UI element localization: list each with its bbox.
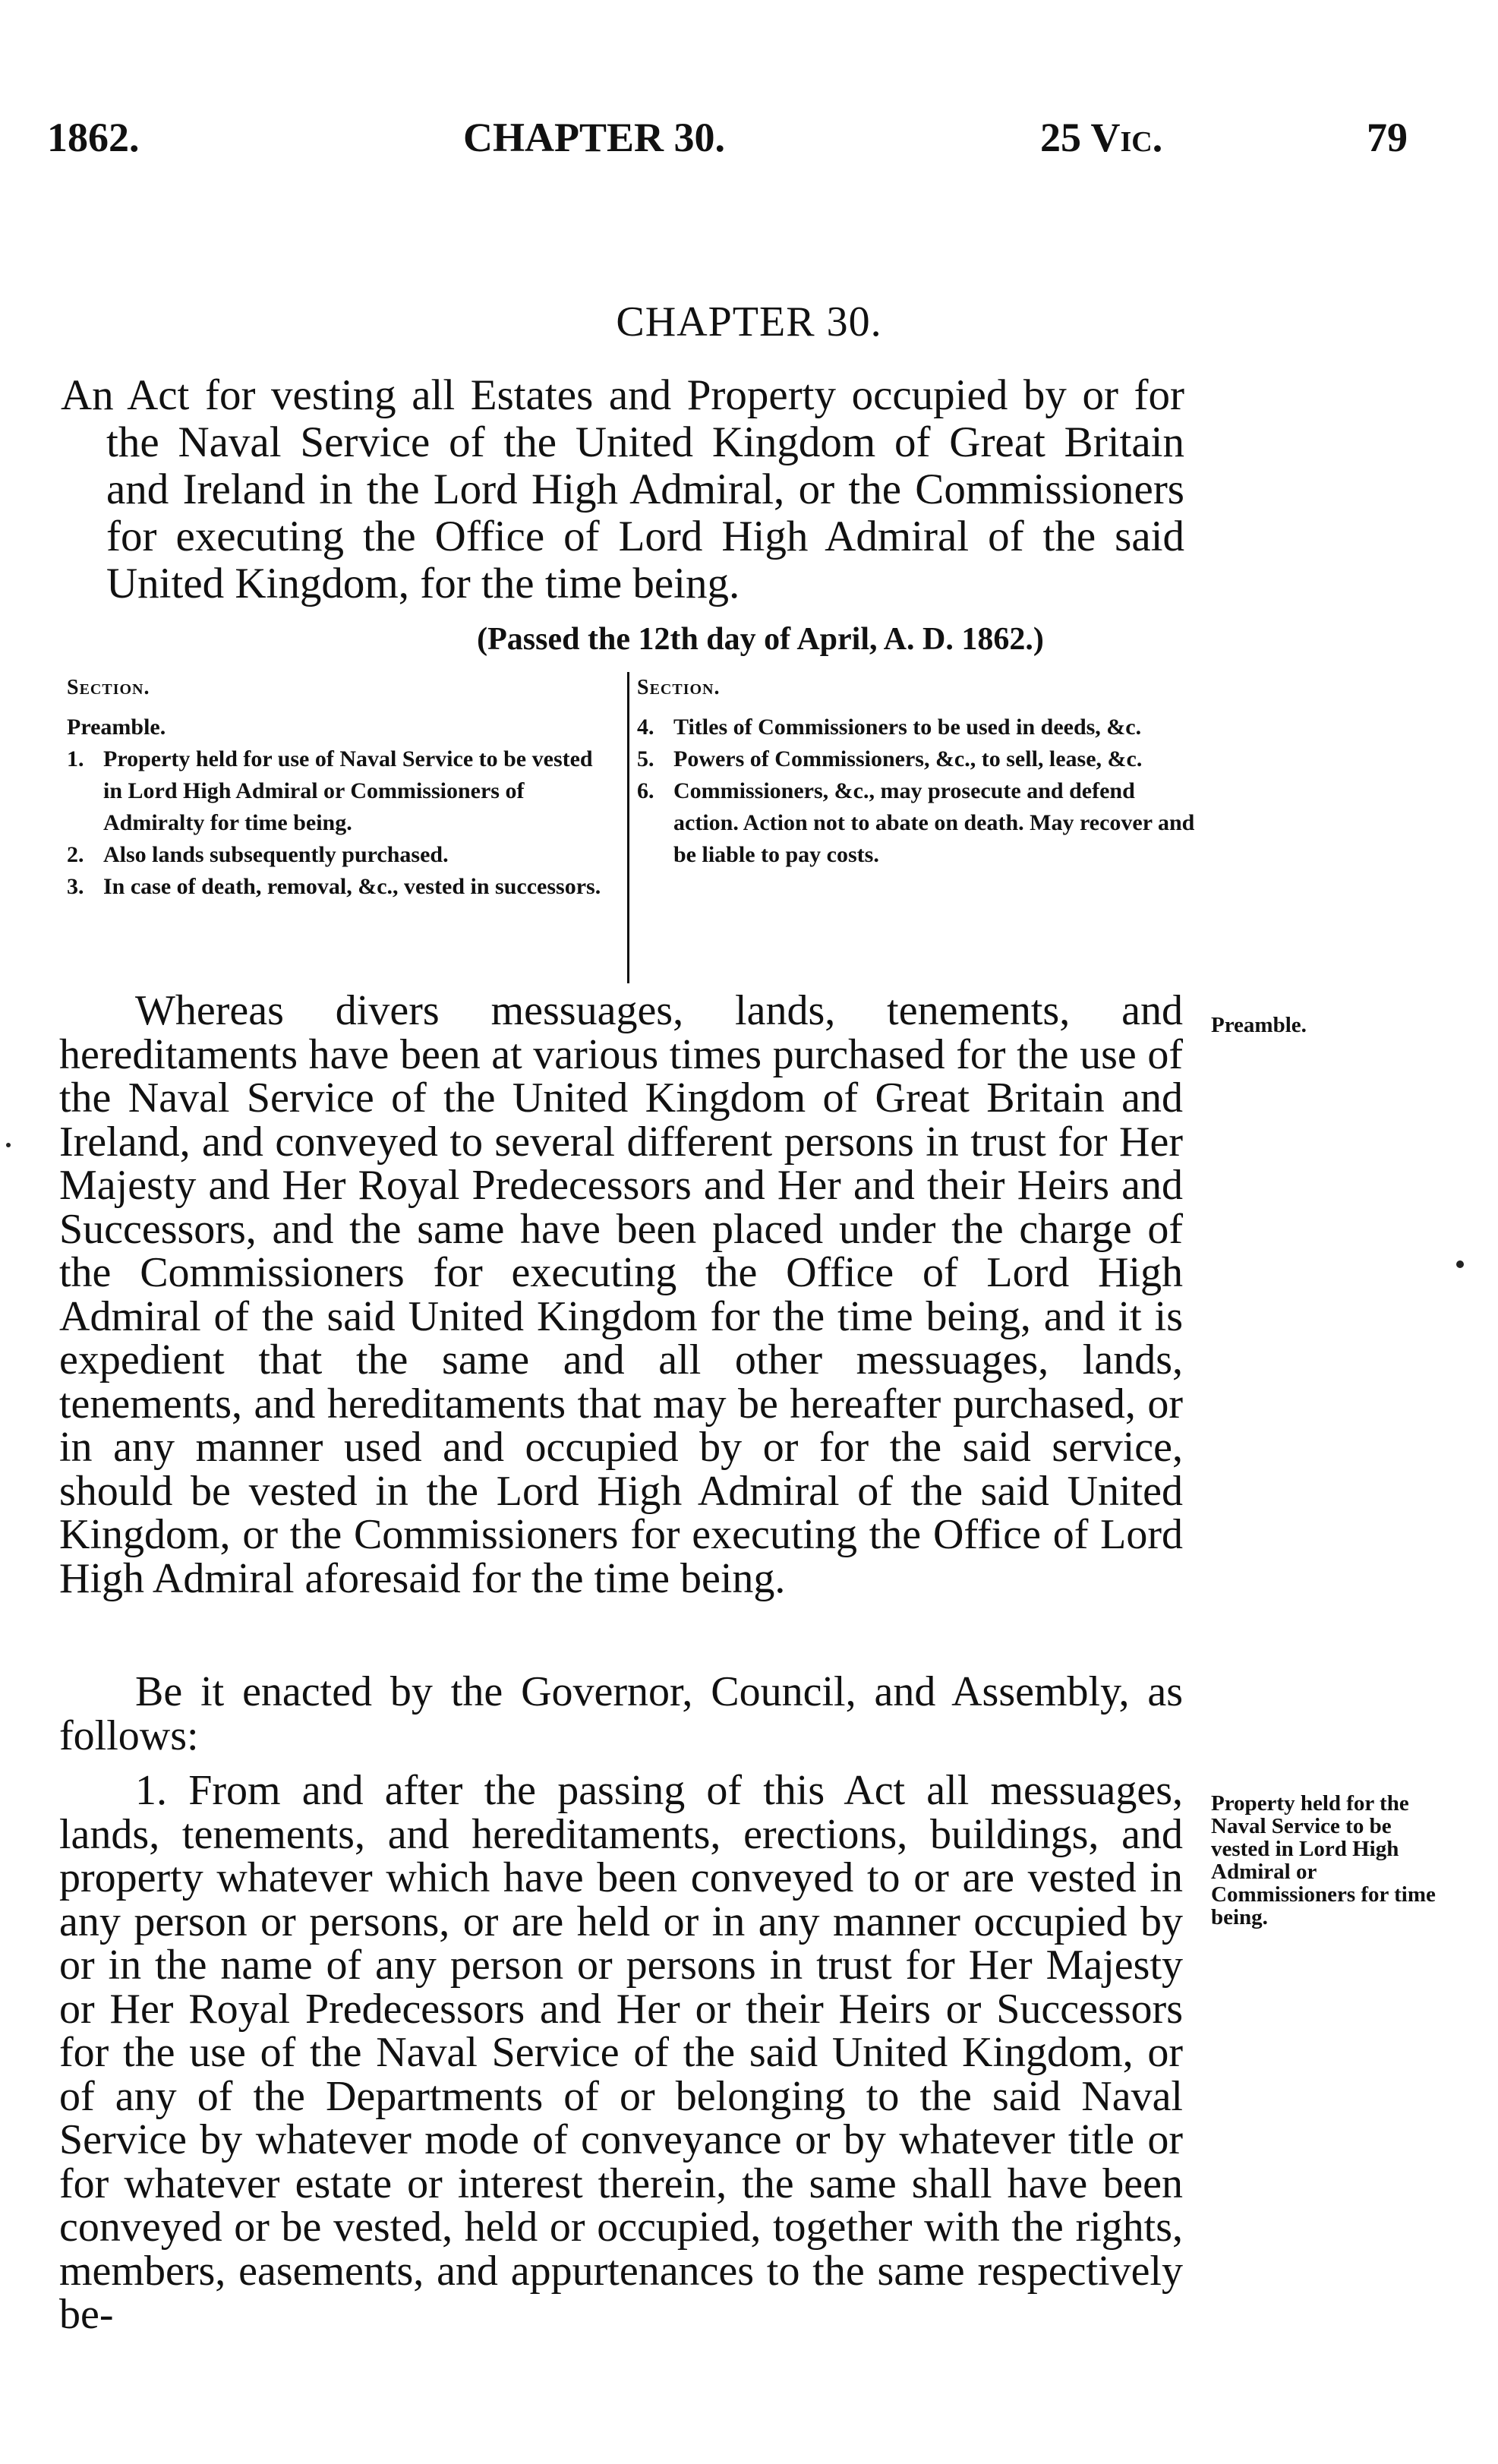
toc-entry-number: 6. (637, 778, 654, 803)
toc-entry (637, 711, 1197, 743)
margin-note-preamble: Preamble. (1211, 1013, 1307, 1037)
toc-entry-text: Property held for use of Naval Service to be vested in Lord High Admiral or Commissioners of Admiralty for time being. (103, 746, 593, 835)
toc-entry-text: Commissioners, &c., may prosecute and defend action. Action not to abate on death. May recover and be liable to pay costs. (673, 778, 1195, 867)
section-1-paragraph: 1. From and after the passing of this Act all messuages, lands, tenements, and hereditaments, erections, buildings, and property whatever which have been conveyed to or are vested in any person or persons, or are held or in any manner occupied by or in the name of any person or persons in trust for Her Majesty or Her Royal Predecessors and Her or their Heirs or Successors for the use of the Naval Service of the said United Kingdom, or of any of the Departments of or belonging to the said Naval Service by whatever mode of conveyance or by whatever title or for whatever estate or interest therein, the same shall have been conveyed or be vested, held or occupied, together with the rights, members, easements, and appurtenances to the same respectively be- (59, 1767, 1183, 2338)
header-year: 1862. (47, 115, 140, 160)
toc-entry-number: 2. (67, 842, 84, 867)
long-title-text: An Act for vesting all Estates and Property occupied by or for the Naval Service of the United Kingdom of Great Britain and Ireland in the Lord High Admiral, or the Commissioners for executing the Office of Lord High Admiral of the said United Kingdom, for the time being. (61, 371, 1184, 607)
margin-note-section-1: Property held for the Naval Service to be vested in Lord High Admiral or Commissioners for time being. (1211, 1791, 1436, 1929)
toc-entry (67, 743, 613, 839)
section-heading-right: Section. (637, 676, 721, 699)
passed-date: (Passed the 12th day of April, A. D. 1862.) (477, 622, 1044, 657)
toc-entry (67, 871, 613, 903)
act-long-title (61, 372, 1184, 607)
page-number: 79 (1367, 115, 1408, 160)
toc-entry (637, 743, 1197, 775)
header-chapter: CHAPTER 30. (463, 115, 726, 160)
toc-entry (637, 775, 1197, 871)
toc-entry-text: Also lands subsequently purchased. (103, 842, 449, 867)
toc-entry-number: 5. (637, 746, 654, 771)
toc-entry-text: Powers of Commissioners, &c., to sell, lease, &c. (673, 746, 1143, 771)
scan-speck (1456, 1260, 1464, 1268)
section-index-left (67, 672, 613, 903)
preamble-paragraph: Whereas divers messuages, lands, tenements, and hereditaments have been at various times purchased for the use of the Naval Service of the United Kingdom of Great Britain and Ireland, and conveyed to several different persons in trust for Her Majesty and Her Royal Predecessors and Her and their Heirs and Successors, and the same have been placed under the charge of the Commissioners for executing the Office of Lord High Admiral of the said United Kingdom for the time being, and it is expedient that the same and all other messuages, lands, tenements, and hereditaments that may be hereafter purchased, or in any manner used and occupied by or for the said service, should be vested in the Lord High Admiral of the said United Kingdom, or the Commissioners for executing the Office of Lord High Admiral aforesaid for the time being. (59, 987, 1183, 1602)
toc-entry-number: 1. (67, 746, 84, 771)
section-heading-left: Section. (67, 676, 150, 699)
running-header (0, 114, 1498, 175)
section-index-right (627, 672, 1197, 983)
enacting-clause: Be it enacted by the Governor, Council, and Assembly, as follows: (59, 1668, 1183, 1759)
toc-entry-text: Titles of Commissioners to be used in deeds, &c. (673, 715, 1142, 740)
section-index (67, 672, 1198, 983)
toc-entry (67, 711, 613, 743)
toc-entry-number: 4. (637, 715, 654, 740)
toc-entry (67, 839, 613, 871)
scan-speck (6, 1143, 11, 1147)
toc-entry-number: 3. (67, 874, 84, 899)
toc-entry-text: In case of death, removal, &c., vested in successors. (103, 874, 601, 899)
header-regnal-year: 25 Vic. (1040, 115, 1163, 160)
chapter-title: CHAPTER 30. (616, 298, 882, 345)
toc-entry-text: Preamble. (67, 715, 166, 740)
